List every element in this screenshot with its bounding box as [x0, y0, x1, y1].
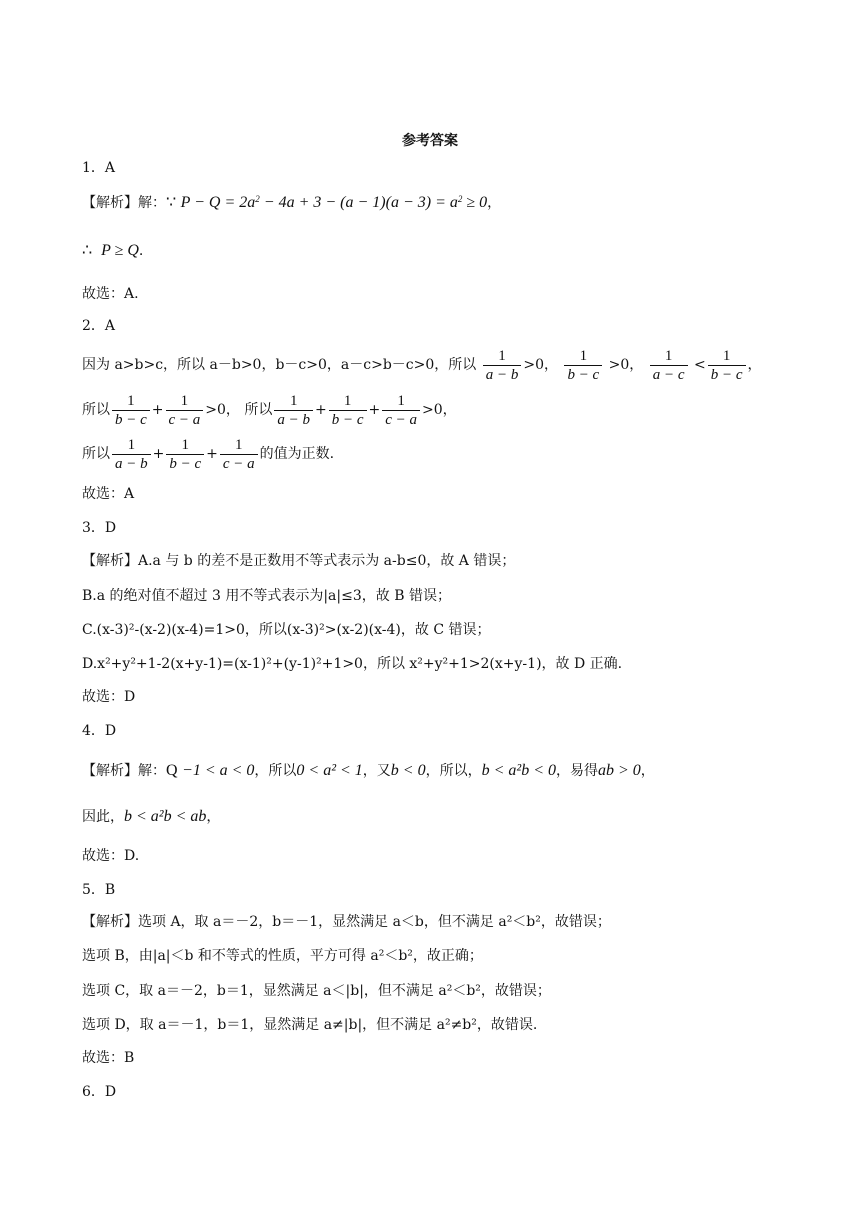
answer-3-option-a: 【解析】A.a 与 b 的差不是正数用不等式表示为 a-b≤0，故 A 错误； [82, 553, 516, 569]
answer-6-heading: 6．D [82, 1084, 117, 1100]
fraction: $\frac{1}{b - c}$ [166, 436, 204, 473]
fraction: $\frac{1}{a - b}$ [112, 436, 151, 473]
answer-2-line-3: 所以 $\frac{1}{a - b}$ + $\frac{1}{b - c}$ + $\frac{1}{c - a}$ 的值为正数. [82, 436, 335, 472]
answer-3-option-c: C.(x-3)²-(x-2)(x-4)=1>0，所以(x-3)²>(x-2)(x-4)，故 C 错误； [82, 622, 491, 638]
fraction: $\frac{1}{b - c}$ [112, 392, 150, 429]
answer-2-line-2: 所以 $\frac{1}{b - c}$ + $\frac{1}{c - a}$ >0， 所以 $\frac{1}{a - b}$ + $\frac{1}{b - c}$ + $\frac{1}{c - a}$ >0， [82, 392, 457, 428]
answer-3-option-b: B.a 的绝对值不超过 3 用不等式表示为|a|≤3，故 B 错误； [82, 588, 451, 604]
answer-5-option-a: 【解析】选项 A，取 a＝－2，b＝－1，显然满足 a＜b，但不满足 a²＜b²，故错误； [82, 914, 611, 930]
analysis-label: 因为 a>b>c，所以 a－b>0，b－c>0，a－c>b－c>0，所以 [82, 357, 477, 373]
answer-5-select: 故选：B [82, 1050, 135, 1066]
answer-5-option-d: 选项 D，取 a＝－1，b＝1，显然满足 a≠|b|，但不满足 a²≠b²，故错误. [82, 1017, 538, 1033]
answer-4-heading: 4．D [82, 723, 117, 739]
analysis-label: 【解析】 [82, 195, 138, 211]
answer-4-line-1: 【解析】解：Q −1 < a < 0，所以0 < a² < 1，又b < 0，所以，b < a²b < 0，易得ab > 0， [82, 762, 655, 779]
answer-2-select: 故选：A [82, 486, 135, 502]
answer-4-line-2: 因此，b < a²b < ab， [82, 808, 221, 825]
answer-2-line-1: 因为 a>b>c，所以 a－b>0，b－c>0，a－c>b－c>0，所以 $\frac{1}{a - b}$ >0， $\frac{1}{b - c}$ >0， $\frac{1}{a - c}$ < $\frac{1}{b - c}$ ， [82, 347, 762, 383]
answer-5-option-c: 选项 C，取 a＝－2，b＝1，显然满足 a＜|b|，但不满足 a²＜b²，故错误； [82, 983, 551, 999]
fraction: $\frac{1}{b - c}$ [564, 347, 602, 384]
answer-5-heading: 5．B [82, 882, 116, 898]
answer-1-solution: 【解析】解：∵ $P - Q = 2a^2 - 4a + 3 - (a - 1)(a - 3) = a^2 \ge 0$， [82, 194, 502, 211]
answer-1-heading: 1．A [82, 160, 116, 176]
fraction: $\frac{1}{c - a}$ [220, 436, 258, 473]
page-title: 参考答案 [402, 133, 458, 149]
answer-4-select: 故选：D. [82, 848, 140, 864]
answer-3-option-d: D.x²+y²+1-2(x+y-1)=(x-1)²+(y-1)²+1>0，所以 x²+y²+1>2(x+y-1)，故 D 正确. [82, 656, 623, 672]
answer-3-heading: 3．D [82, 520, 117, 536]
answer-1-conclusion: ∴ P ≥ Q. [82, 242, 144, 259]
fraction: $\frac{1}{c - a}$ [382, 392, 420, 429]
fraction: $\frac{1}{a - b}$ [483, 347, 522, 384]
answer-1-select: 故选：A. [82, 286, 139, 302]
fraction: $\frac{1}{a - b}$ [274, 392, 313, 429]
fraction: $\frac{1}{b - c}$ [329, 392, 367, 429]
answer-2-heading: 2．A [82, 318, 116, 334]
fraction: $\frac{1}{b - c}$ [708, 347, 746, 384]
fraction: $\frac{1}{c - a}$ [166, 392, 204, 429]
fraction: $\frac{1}{a - c}$ [650, 347, 688, 384]
answer-3-select: 故选：D [82, 689, 136, 705]
math-expression: $P - Q = 2a^2 - 4a + 3 - (a - 1)(a - 3) = a^2 \ge 0$ [180, 194, 488, 211]
answer-5-option-b: 选项 B，由|a|＜b 和不等式的性质，平方可得 a²＜b²，故正确； [82, 948, 483, 964]
analysis-label: 【解析】解： [82, 763, 166, 779]
